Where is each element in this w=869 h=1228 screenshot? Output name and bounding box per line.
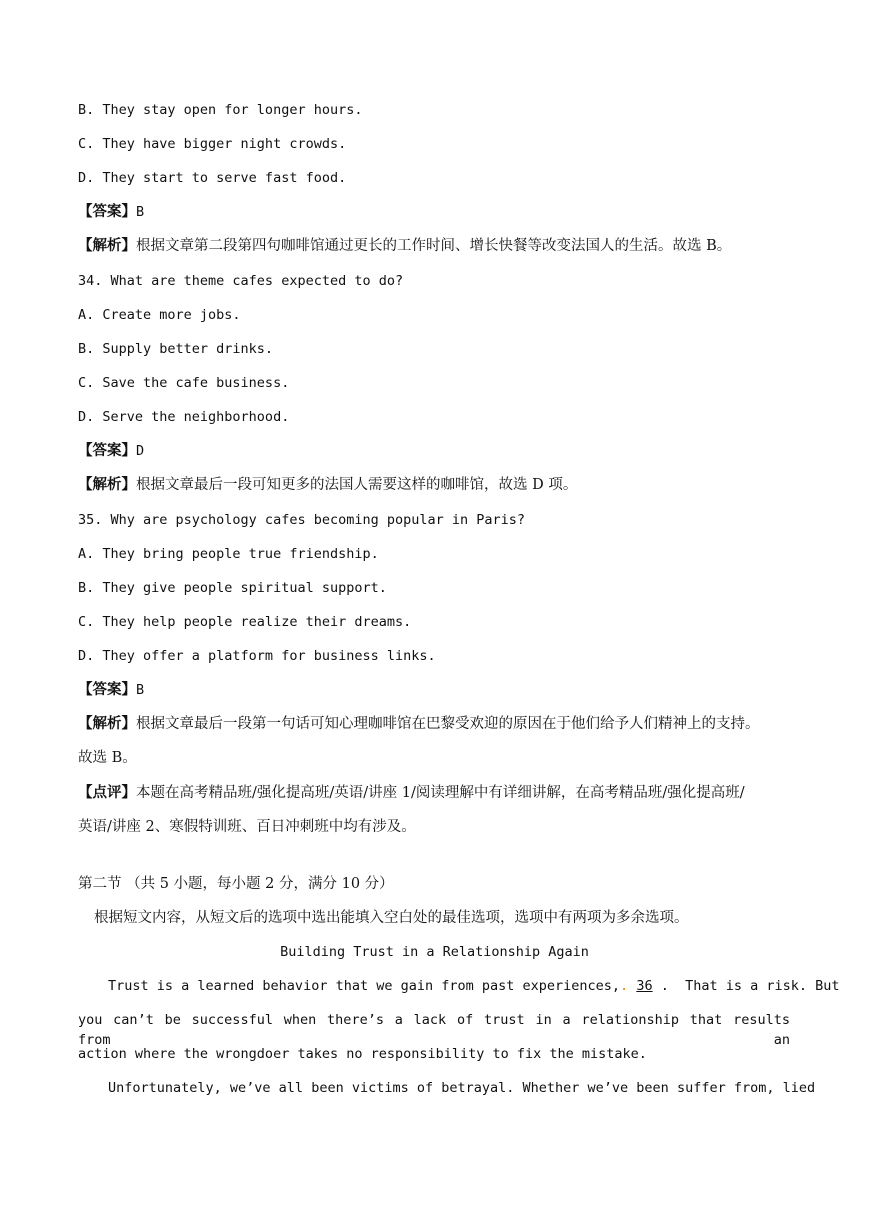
passage-p2-line1: Unfortunately, we’ve all been victims of betrayal. Whether we’ve been suffer from, lied <box>108 1080 816 1096</box>
analysis-tag: 【解析】 <box>78 715 136 732</box>
q33-option-b: B. They stay open for longer hours. <box>78 102 363 118</box>
q35-answer <box>78 680 144 700</box>
q33-option-c: C. They have bigger night crowds. <box>78 136 347 152</box>
q34-answer <box>78 441 144 461</box>
answer-tag: 【答案】 <box>78 203 136 220</box>
analysis-text: 根据文章最后一段第一句话可知心理咖啡馆在巴黎受欢迎的原因在于他们给予人们精神上的支持。 <box>136 716 760 732</box>
q35-option-c: C. They help people realize their dreams. <box>78 614 412 630</box>
answer-value: B <box>136 204 145 220</box>
answer-value: D <box>136 443 145 459</box>
q33-analysis <box>78 236 731 256</box>
marker-dot: . <box>620 978 629 994</box>
q35-comment-line1 <box>78 783 745 803</box>
analysis-tag: 【解析】 <box>78 237 136 254</box>
passage-p1-line3: action where the wrongdoer takes no responsibility to fix the mistake. <box>78 1046 647 1062</box>
passage-p1-line1 <box>108 976 840 996</box>
answer-tag: 【答案】 <box>78 681 136 698</box>
answer-value: B <box>136 682 145 698</box>
q34-option-c: C. Save the cafe business. <box>78 375 290 391</box>
q35-option-a: A. They bring people true friendship. <box>78 546 379 562</box>
q34-option-a: A. Create more jobs. <box>78 307 241 323</box>
passage-title: Building Trust in a Relationship Again <box>280 944 589 960</box>
passage-text: . That is a risk. But <box>652 978 840 994</box>
passage-p1-line2: you can’t be successful when there’s a lack of trust in a relationship that results from an <box>78 1012 790 1048</box>
comment-tag: 【点评】 <box>78 784 136 801</box>
analysis-text: 根据文章最后一段可知更多的法国人需要这样的咖啡馆，故选 D 项。 <box>136 477 578 493</box>
blank-36: 36 <box>636 978 653 994</box>
q35-option-b: B. They give people spiritual support. <box>78 580 387 596</box>
passage-text: Trust is a learned behavior that we gain from past experiences, <box>108 978 621 994</box>
section-heading: 第二节 （共 5 小题，每小题 2 分，满分 10 分） <box>78 876 394 892</box>
q35-comment-line2: 英语/讲座 2、寒假特训班、百日冲刺班中均有涉及。 <box>78 819 416 835</box>
analysis-tag: 【解析】 <box>78 476 136 493</box>
q35-analysis-line2: 故选 B。 <box>78 750 137 766</box>
q34-option-d: D. Serve the neighborhood. <box>78 409 290 425</box>
answer-tag: 【答案】 <box>78 442 136 459</box>
q34-question: 34. What are theme cafes expected to do? <box>78 273 404 289</box>
analysis-text: 根据文章第二段第四句咖啡馆通过更长的工作时间、增长快餐等改变法国人的生活。故选 B。 <box>136 238 732 254</box>
section-instruction: 根据短文内容，从短文后的选项中选出能填入空白处的最佳选项，选项中有两项为多余选项。 <box>94 910 689 926</box>
comment-text: 本题在高考精品班/强化提高班/英语/讲座 1/阅读理解中有详细讲解，在高考精品班/强化提高班/ <box>136 785 745 801</box>
q33-answer <box>78 202 144 222</box>
q35-option-d: D. They offer a platform for business links. <box>78 648 436 664</box>
q34-analysis <box>78 475 577 495</box>
q35-question: 35. Why are psychology cafes becoming popular in Paris? <box>78 512 526 528</box>
q34-option-b: B. Supply better drinks. <box>78 341 274 357</box>
q35-analysis-line1 <box>78 714 760 734</box>
q33-option-d: D. They start to serve fast food. <box>78 170 347 186</box>
